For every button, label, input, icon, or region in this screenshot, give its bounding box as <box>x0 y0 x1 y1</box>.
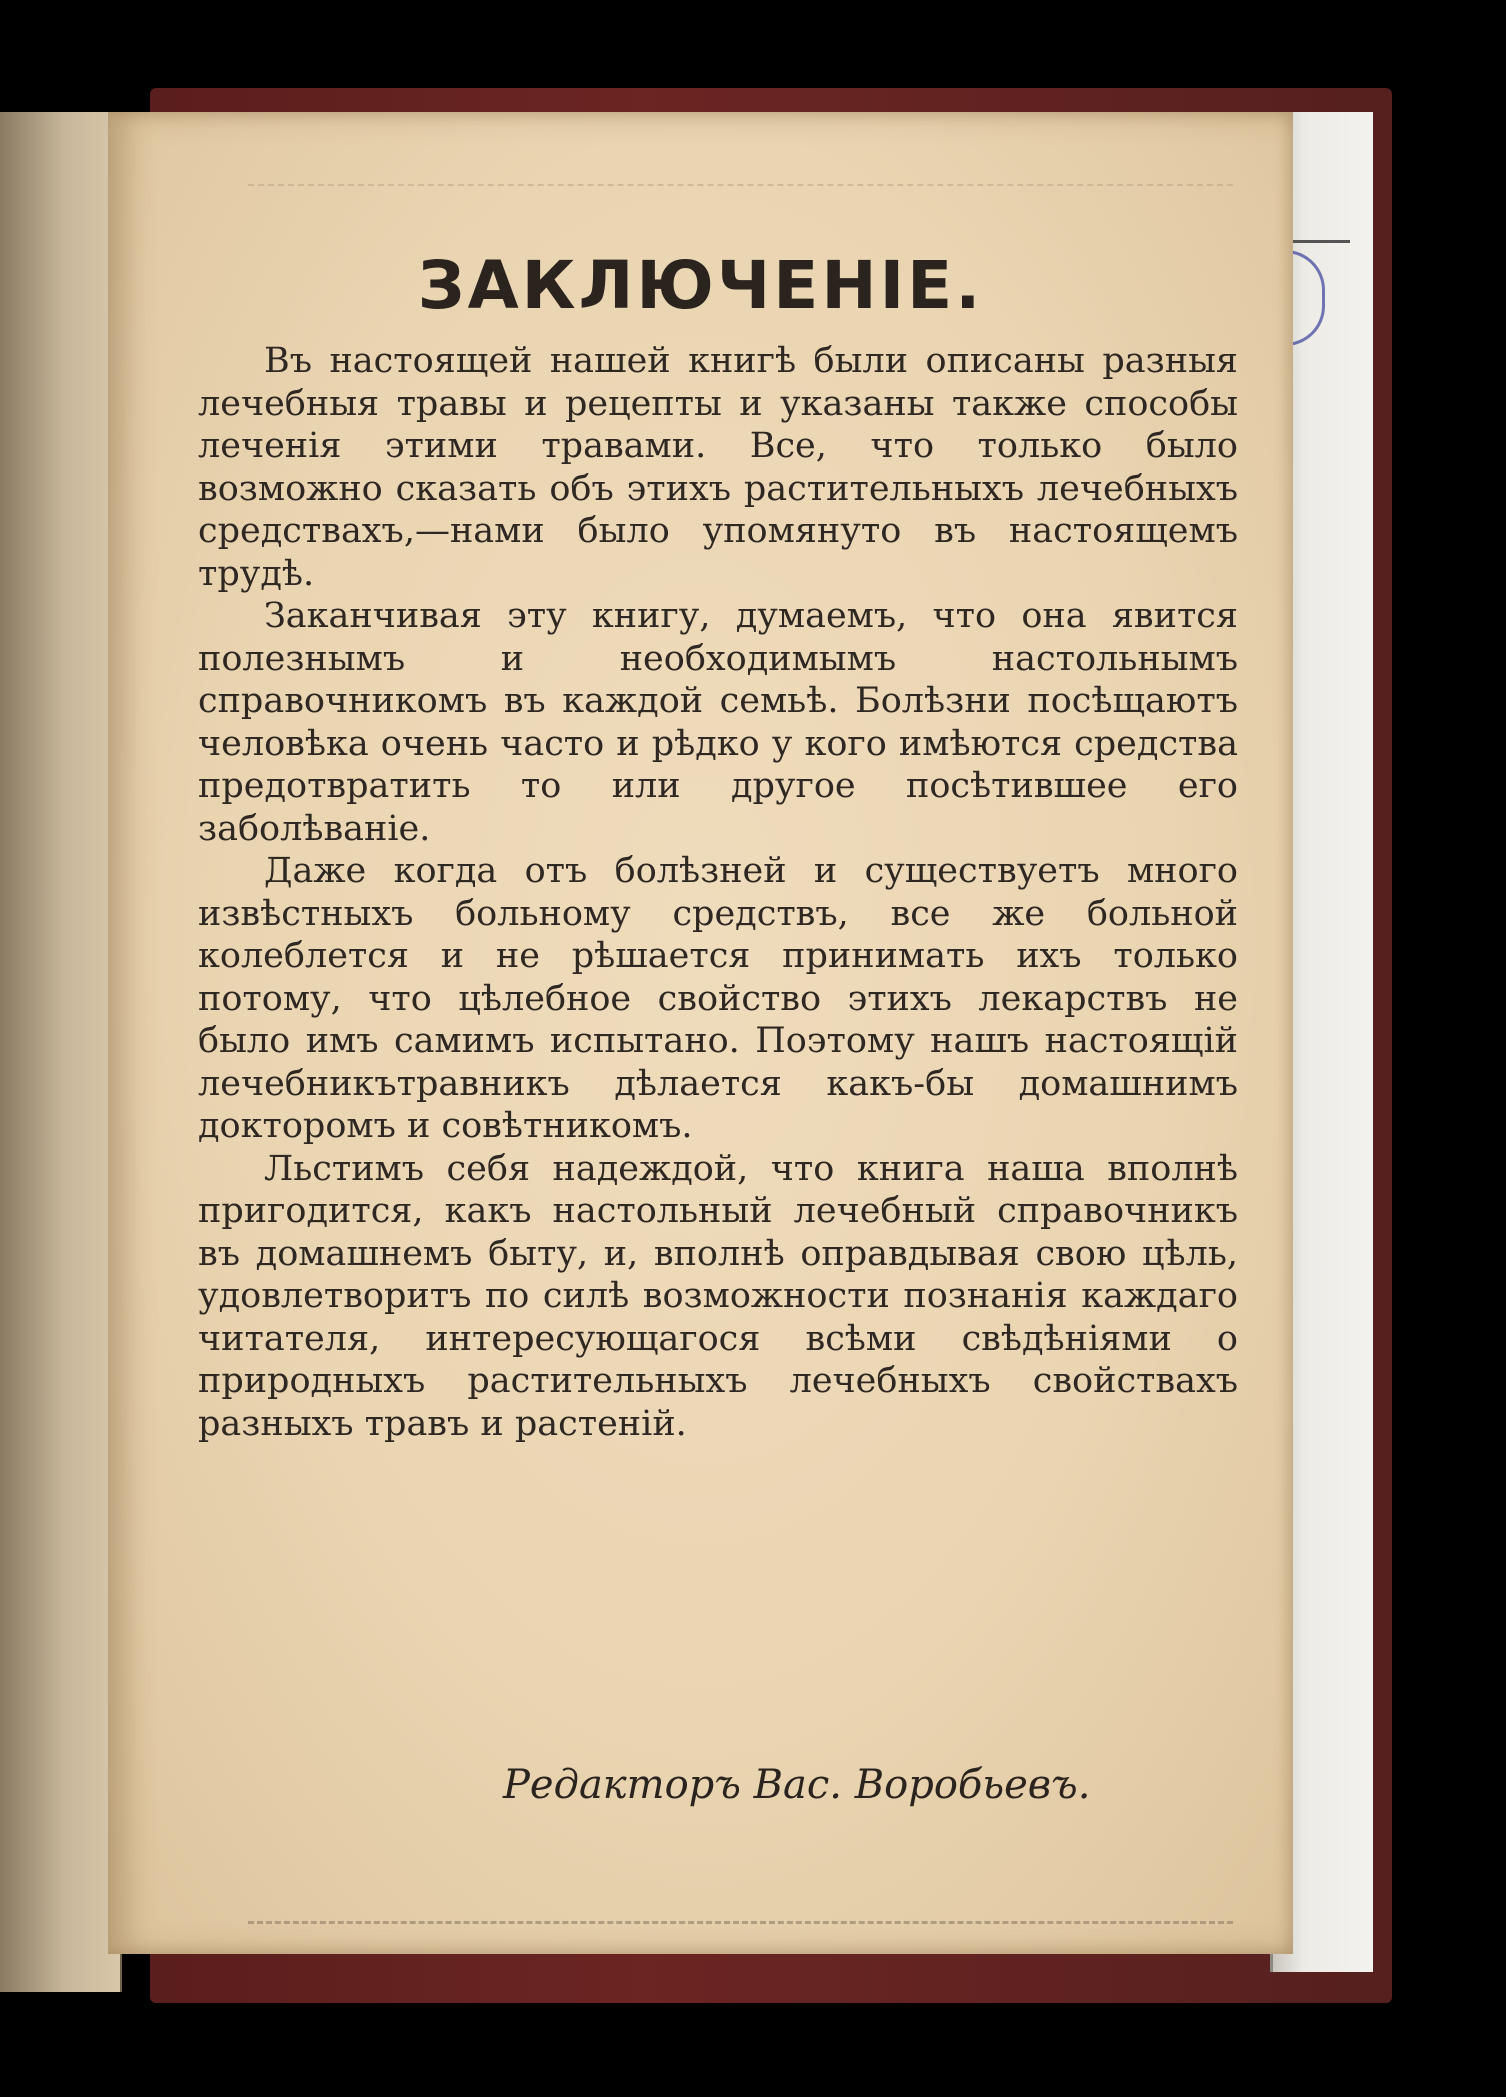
paragraph-4: Льстимъ себя надеждой, что книга наша вполнѣ пригодится, какъ настольный лечебный справочникъ въ домашнемъ быту, и, вполнѣ оправдывая свою цѣль, удовлетворитъ по силѣ возможности познанія каждаго читателя, интересующагося всѣми свѣдѣніями о природныхъ растительныхъ лечебныхъ свойствахъ разныхъ травъ и растеній. <box>198 1148 1238 1444</box>
body-text <box>198 340 1238 1445</box>
paragraph-1: Въ настоящей нашей книгѣ были описаны разныя лечебныя травы и рецепты и указаны также способы леченія этими травами. Все, что только было возможно сказать объ этихъ растительныхъ лечебныхъ средствахъ,—нами было упомянуто въ настоящемъ трудѣ. <box>198 341 1238 594</box>
book-page <box>108 112 1293 1954</box>
left-page-edge <box>0 112 122 1992</box>
page-top-rule <box>248 182 1233 186</box>
page-bottom-rule <box>248 1918 1233 1924</box>
editor-signature: Редакторъ Вас. Воробьевъ. <box>503 1762 1091 1808</box>
paragraph-3: Даже когда отъ болѣзней и существуетъ много извѣстныхъ больному средствъ, все же больной колеблется и не рѣшается принимать ихъ только потому, что цѣлебное свойство этихъ лекарствъ не было имъ самимъ испытано. Поэтому нашъ настоящій лечебникътравникъ дѣлается какъ-бы домашнимъ докторомъ и совѣтникомъ. <box>198 851 1238 1146</box>
paragraph-2: Заканчивая эту книгу, думаемъ, что она явится полезнымъ и необходимымъ настольнымъ справочникомъ въ каждой семьѣ. Болѣзни посѣщаютъ человѣка очень часто и рѣдко у кого имѣются средства предотвратить то или другое посѣтившее его заболѣваніе. <box>198 596 1238 849</box>
ink-stroke <box>1290 240 1350 243</box>
page-title: ЗАКЛЮЧЕНІЕ. <box>417 247 984 324</box>
